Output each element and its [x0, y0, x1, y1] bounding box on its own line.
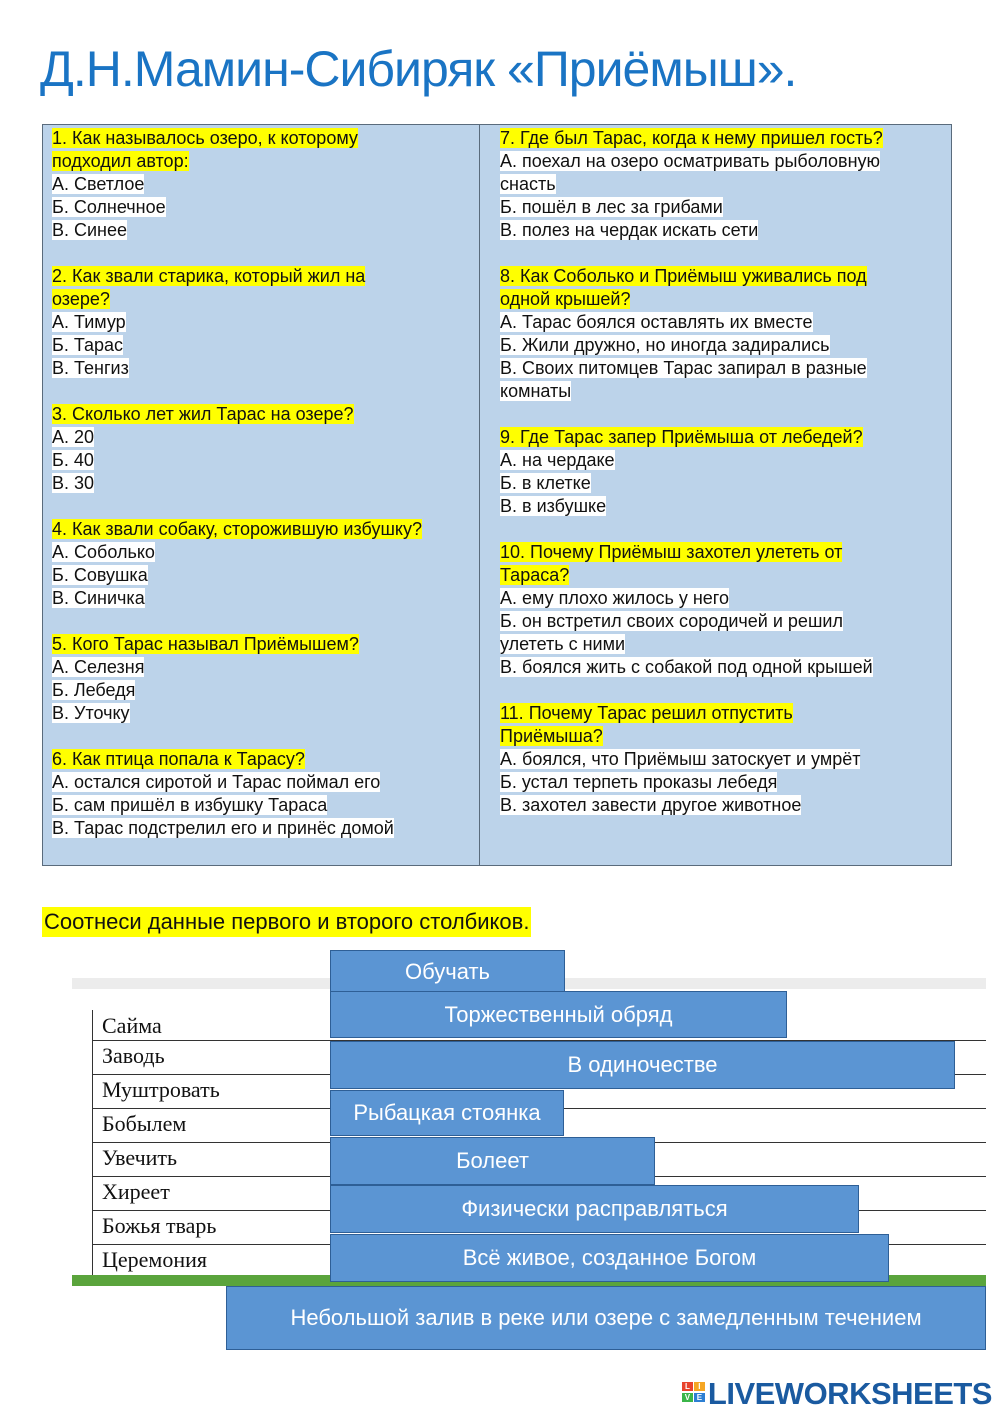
- question-text: Тараса?: [500, 565, 570, 585]
- answer-option[interactable]: [52, 541, 477, 564]
- question-block: [500, 541, 945, 679]
- answer-option[interactable]: [52, 449, 477, 472]
- answer-option[interactable]: [500, 380, 945, 403]
- question-block: [500, 265, 945, 403]
- logo-mark-letter: V: [682, 1393, 693, 1402]
- answer-option-text: улететь с ними: [500, 634, 626, 654]
- question-block: [52, 518, 477, 610]
- quiz-column-left: [52, 127, 477, 863]
- match-instruction: Соотнеси данные первого и второго столбиков.: [42, 907, 531, 937]
- column-divider: [479, 125, 480, 865]
- answer-option-text: Б. сам пришёл в избушку Тараса: [52, 795, 328, 815]
- question-block: [500, 426, 945, 518]
- logo-mark-letter: L: [682, 1382, 693, 1391]
- answer-option-text: Б. в клетке: [500, 473, 591, 493]
- answer-option-text: А. Соболько: [52, 542, 155, 562]
- answer-option-text: Б. Жили дружно, но иногда задирались: [500, 335, 830, 355]
- answer-option[interactable]: [52, 472, 477, 495]
- question-text: 5. Кого Тарас называл Приёмышем?: [52, 634, 359, 654]
- match-term: Хиреет: [102, 1179, 170, 1204]
- answer-chip[interactable]: Физически расправляться: [330, 1185, 859, 1233]
- answer-option-text: В. боялся жить с собакой под одной крышей: [500, 657, 873, 677]
- answer-option-text: снасть: [500, 174, 556, 194]
- answer-option[interactable]: [500, 311, 945, 334]
- answer-chip[interactable]: Всё живое, созданное Богом: [330, 1234, 889, 1282]
- answer-option[interactable]: [52, 311, 477, 334]
- answer-option-text: Б. Совушка: [52, 565, 148, 585]
- answer-chip[interactable]: Рыбацкая стоянка: [330, 1090, 564, 1136]
- question-line: [52, 518, 477, 541]
- question-text: 2. Как звали старика, который жил на: [52, 266, 366, 286]
- answer-option-text: А. Тарас боялся оставлять их вместе: [500, 312, 813, 332]
- match-term: Увечить: [102, 1145, 178, 1170]
- answer-option[interactable]: [52, 679, 477, 702]
- quiz-column-right: [500, 127, 945, 840]
- answer-option[interactable]: [52, 702, 477, 725]
- question-block: [52, 633, 477, 725]
- answer-chip[interactable]: Небольшой залив в реке или озере с замедленным течением: [226, 1286, 986, 1350]
- answer-option[interactable]: [52, 334, 477, 357]
- page-title: Д.Н.Мамин-Сибиряк «Приёмыш».: [40, 41, 797, 97]
- answer-option[interactable]: [52, 196, 477, 219]
- answer-option[interactable]: [52, 219, 477, 242]
- answer-option[interactable]: [52, 357, 477, 380]
- answer-option-text: комнаты: [500, 381, 572, 401]
- question-line: [500, 541, 945, 564]
- question-text: 4. Как звали собаку, сторожившую избушку?: [52, 519, 422, 539]
- answer-option-text: Б. Тарас: [52, 335, 124, 355]
- answer-option[interactable]: [500, 472, 945, 495]
- answer-option-text: Б. он встретил своих сородичей и решил: [500, 611, 843, 631]
- answer-option-text: А. Тимур: [52, 312, 126, 332]
- answer-option[interactable]: [500, 656, 945, 679]
- answer-option-text: Б. пошёл в лес за грибами: [500, 197, 723, 217]
- question-line: [500, 725, 945, 748]
- answer-option[interactable]: [500, 357, 945, 380]
- answer-option[interactable]: [52, 173, 477, 196]
- question-block: [500, 127, 945, 242]
- answer-chip[interactable]: В одиночестве: [330, 1041, 955, 1089]
- answer-option-text: А. боялся, что Приёмыш затоскует и умрёт: [500, 749, 861, 769]
- answer-option-text: Б. Лебедя: [52, 680, 136, 700]
- question-text: 3. Сколько лет жил Тарас на озере?: [52, 404, 354, 424]
- question-text: 9. Где Тарас запер Приёмыша от лебедей?: [500, 427, 863, 447]
- answer-option-text: В. Синее: [52, 220, 128, 240]
- answer-option[interactable]: [500, 173, 945, 196]
- logo-mark-icon: [682, 1379, 706, 1409]
- match-term: Божья тварь: [102, 1213, 217, 1238]
- question-line: [52, 633, 477, 656]
- question-text: одной крышей?: [500, 289, 631, 309]
- answer-option[interactable]: [500, 219, 945, 242]
- question-text: 10. Почему Приёмыш захотел улететь от: [500, 542, 843, 562]
- answer-chip[interactable]: Обучать: [330, 950, 565, 994]
- answer-option[interactable]: [500, 334, 945, 357]
- answer-option[interactable]: [500, 150, 945, 173]
- answer-chip[interactable]: Торжественный обряд: [330, 991, 787, 1038]
- answer-option[interactable]: [500, 610, 945, 633]
- answer-option[interactable]: [52, 817, 477, 840]
- answer-option[interactable]: [500, 748, 945, 771]
- answer-option-text: Б. 40: [52, 450, 94, 470]
- answer-option-text: В. захотел завести другое животное: [500, 795, 802, 815]
- question-block: [52, 265, 477, 380]
- answer-option-text: В. Своих питомцев Тарас запирал в разные: [500, 358, 867, 378]
- answer-option-text: А. поехал на озеро осматривать рыболовную: [500, 151, 881, 171]
- match-term: Муштровать: [102, 1077, 220, 1102]
- answer-option-text: В. полез на чердак искать сети: [500, 220, 759, 240]
- question-block: [52, 127, 477, 242]
- answer-option-text: В. Тарас подстрелил его и принёс домой: [52, 818, 394, 838]
- answer-option-text: В. Тенгиз: [52, 358, 129, 378]
- question-block: [52, 403, 477, 495]
- answer-option-text: В. в избушке: [500, 496, 607, 516]
- answer-option-text: А. 20: [52, 427, 95, 447]
- question-line: [52, 150, 477, 173]
- question-text: озере?: [52, 289, 110, 309]
- question-line: [500, 564, 945, 587]
- question-text: Приёмыша?: [500, 726, 603, 746]
- liveworksheets-logo: [682, 1376, 992, 1412]
- question-line: [500, 288, 945, 311]
- answer-option[interactable]: [52, 587, 477, 610]
- question-text: 6. Как птица попала к Тарасу?: [52, 749, 305, 769]
- answer-option-text: А. ему плохо жилось у него: [500, 588, 729, 608]
- logo-mark-letter: I: [694, 1382, 705, 1391]
- question-text: 8. Как Соболько и Приёмыш уживались под: [500, 266, 867, 286]
- answer-option[interactable]: [52, 656, 477, 679]
- answer-option-text: А. на чердаке: [500, 450, 615, 470]
- answer-option-text: В. Синичка: [52, 588, 145, 608]
- question-block: [500, 702, 945, 817]
- question-line: [52, 265, 477, 288]
- question-block: [52, 748, 477, 840]
- answer-option-text: Б. Солнечное: [52, 197, 166, 217]
- question-line: [500, 426, 945, 449]
- match-term: Бобылем: [102, 1111, 187, 1136]
- question-line: [500, 265, 945, 288]
- answer-option-text: А. Селезня: [52, 657, 145, 677]
- question-line: [500, 127, 945, 150]
- match-term: Заводь: [102, 1043, 165, 1068]
- question-text: 1. Как называлось озеро, к которому: [52, 128, 358, 148]
- answer-option[interactable]: [500, 196, 945, 219]
- quiz-table: [42, 124, 952, 866]
- answer-option[interactable]: [500, 794, 945, 817]
- answer-option-text: А. остался сиротой и Тарас поймал его: [52, 772, 381, 792]
- answer-option[interactable]: [52, 771, 477, 794]
- answer-chip[interactable]: Болеет: [330, 1137, 655, 1185]
- match-term: Сайма: [102, 1013, 162, 1038]
- logo-text: LIVEWORKSHEETS: [707, 1376, 992, 1411]
- answer-option[interactable]: [52, 426, 477, 449]
- answer-option[interactable]: [500, 449, 945, 472]
- question-line: [500, 702, 945, 725]
- answer-option[interactable]: [500, 587, 945, 610]
- answer-option[interactable]: [500, 495, 945, 518]
- question-text: подходил автор:: [52, 151, 189, 171]
- answer-option[interactable]: [52, 794, 477, 817]
- question-line: [52, 403, 477, 426]
- question-line: [52, 127, 477, 150]
- logo-mark-letter: E: [694, 1393, 705, 1402]
- question-text: 7. Где был Тарас, когда к нему пришел гость?: [500, 128, 883, 148]
- answer-option[interactable]: [52, 564, 477, 587]
- answer-option-text: А. Светлое: [52, 174, 145, 194]
- answer-option-text: Б. устал терпеть проказы лебедя: [500, 772, 778, 792]
- match-term: Церемония: [102, 1247, 208, 1272]
- answer-option-text: В. 30: [52, 473, 95, 493]
- question-line: [52, 748, 477, 771]
- question-text: 11. Почему Тарас решил отпустить: [500, 703, 793, 723]
- question-line: [52, 288, 477, 311]
- answer-option[interactable]: [500, 633, 945, 656]
- answer-option-text: В. Уточку: [52, 703, 130, 723]
- answer-option[interactable]: [500, 771, 945, 794]
